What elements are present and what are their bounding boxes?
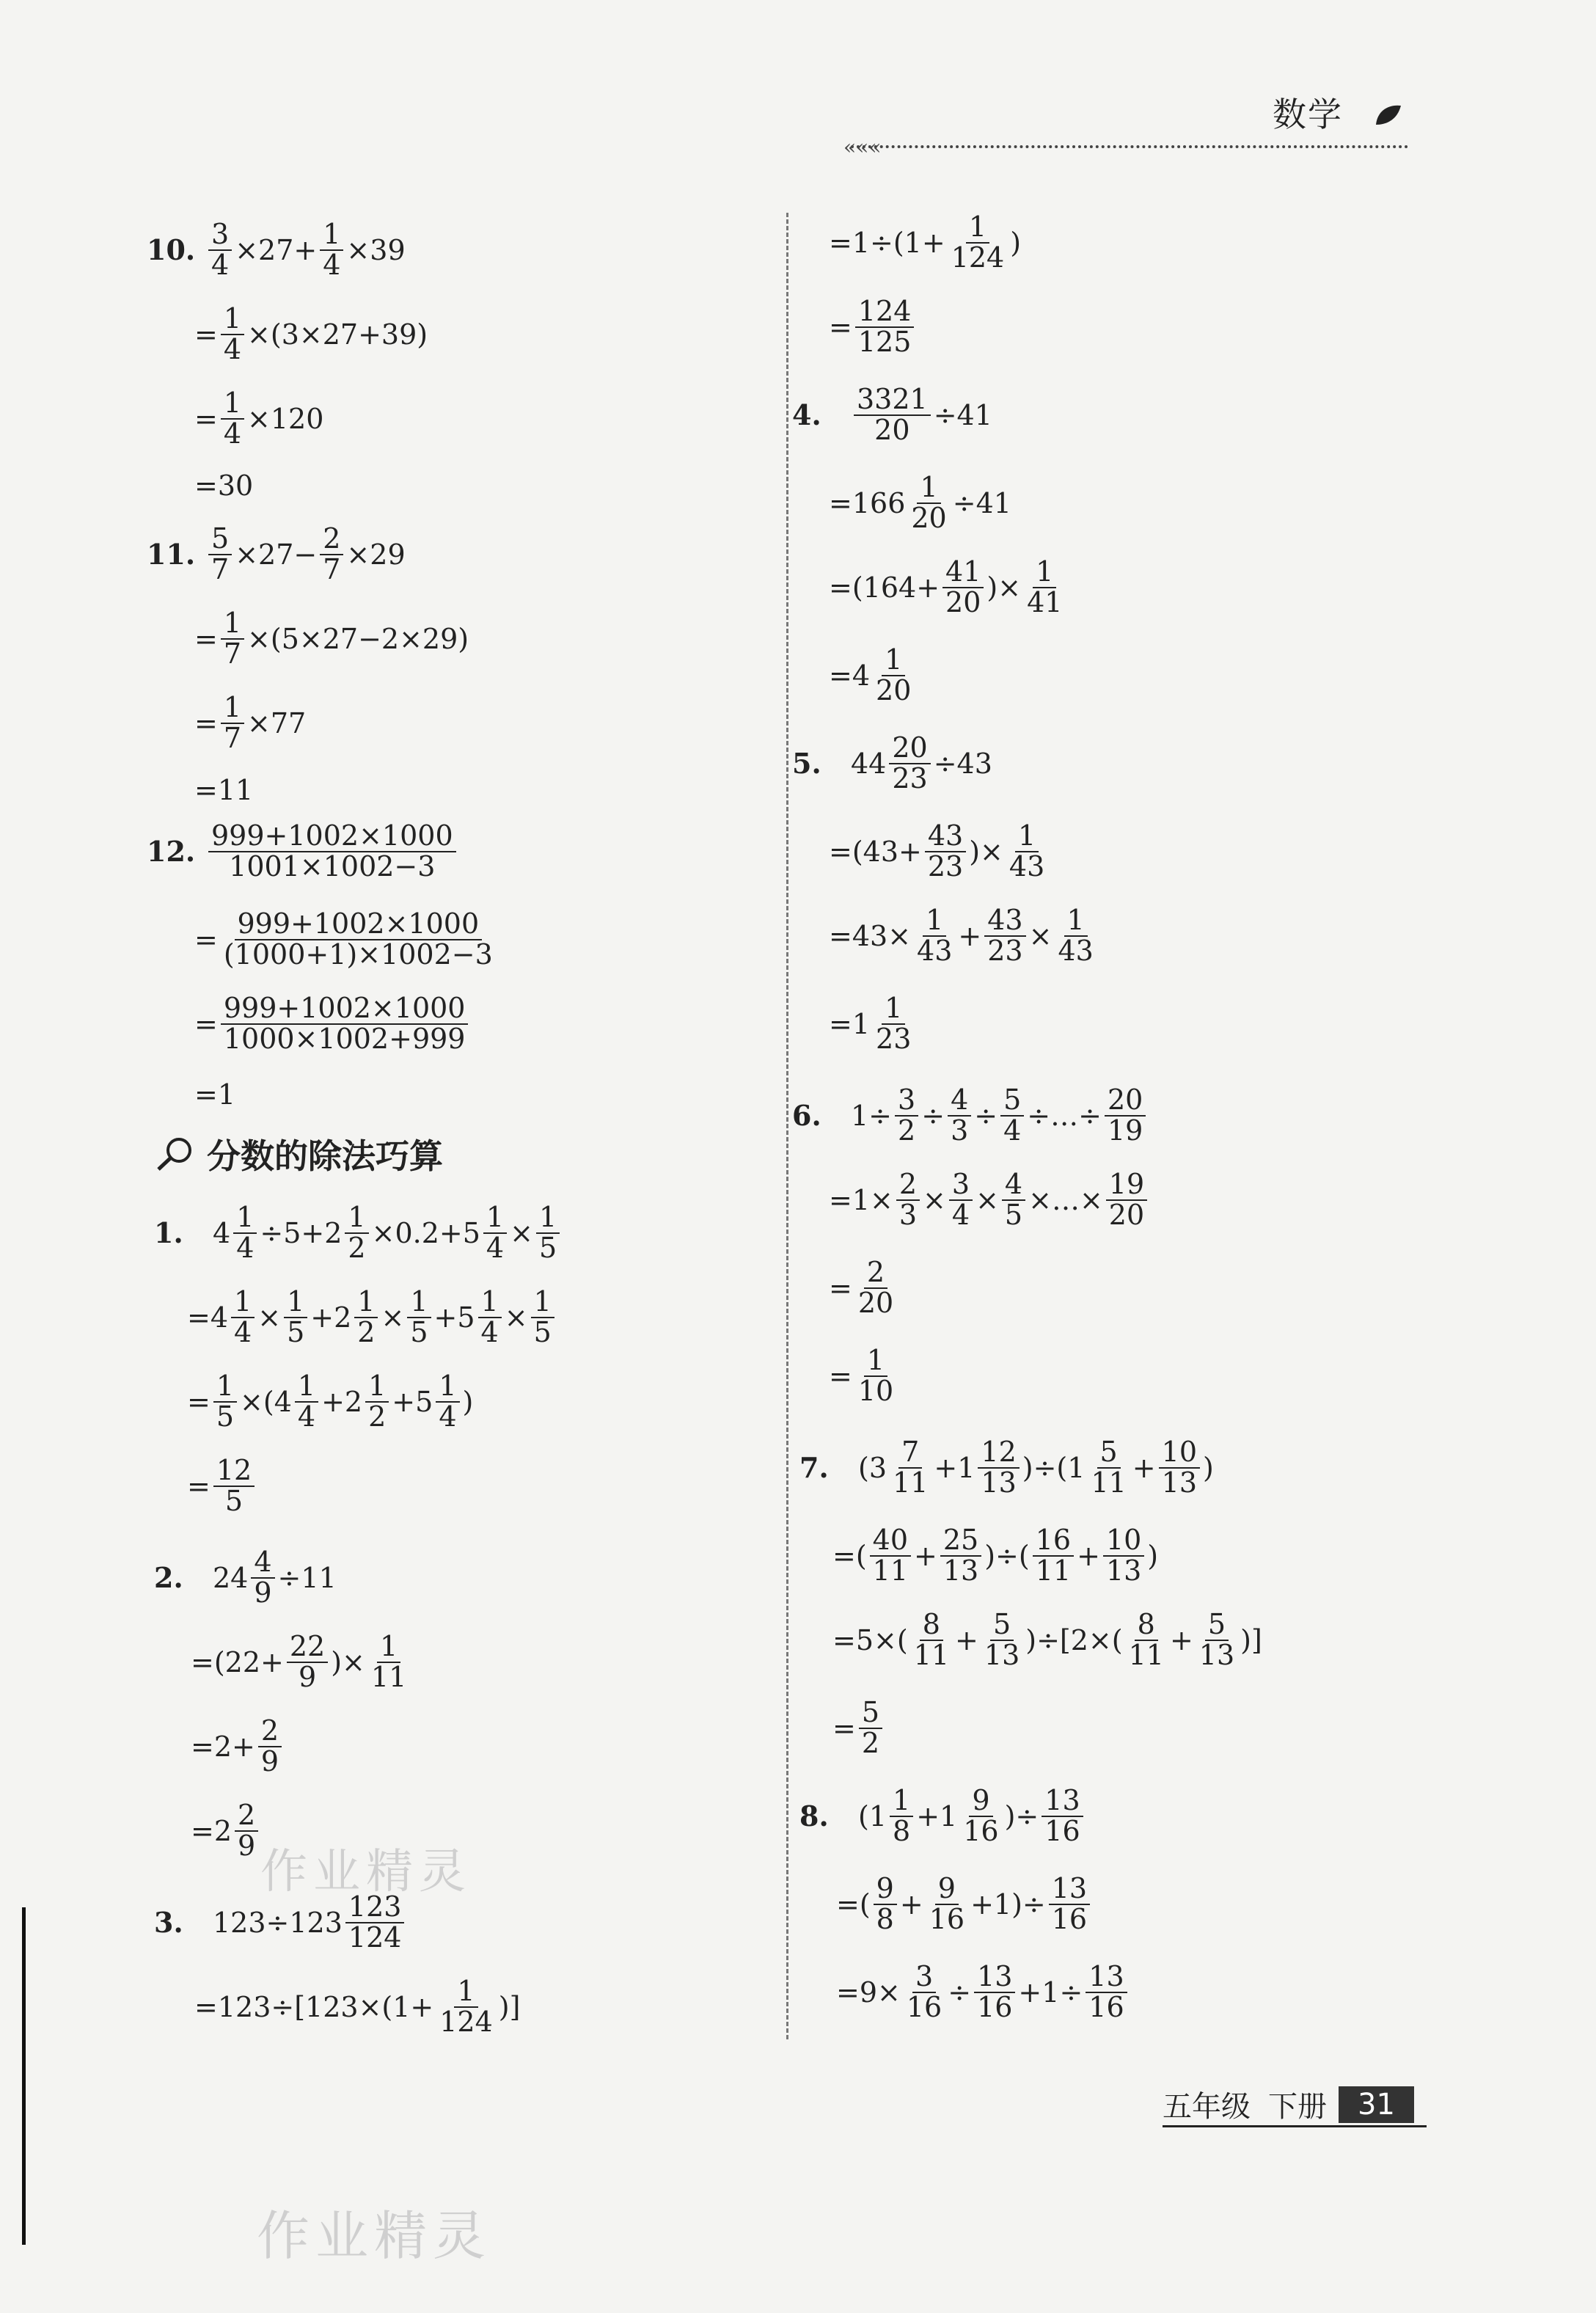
q1-line-2: =4 $\frac{1}{4}$ × $\frac{1}{5}$ +2 $\frac{1}{2}$ × $\frac{1}{5}$ +5 $\frac{1}{4}$ × $\frac{1}{5}$ (187, 1287, 557, 1348)
page-edge-mark (22, 1907, 26, 2245)
q2-line-2: =(22+ $\frac{22}{9}$ )× $\frac{1}{11}$ (191, 1630, 407, 1693)
problem-number: 11. (147, 538, 196, 571)
q4-line-4: =4 $\frac{1}{20}$ (829, 643, 912, 706)
problem-10-line-4: =30 (194, 469, 254, 502)
q7-line-4: = $\frac{5}{2}$ (832, 1698, 885, 1758)
problem-10-line-1: 10. $\frac{3}{4}$ ×27+ $\frac{1}{4}$ ×39 (147, 218, 406, 281)
problem-12-line-2: = $\frac{999+1002\times 1000}{(1000+1)\times 1002-3}$ (194, 907, 493, 971)
q1-line-1: 1. 4 $\frac{1}{4}$ ÷5+2 $\frac{1}{2}$ ×0.2+5 $\frac{1}{4}$ × $\frac{1}{5}$ (154, 1203, 563, 1263)
q5-line-3: =43× $\frac{1}{43}$ + $\frac{43}{23}$ × $\frac{1}{43}$ (829, 904, 1094, 967)
q1-line-3: = $\frac{1}{5}$ ×(4 $\frac{1}{4}$ +2 $\frac{1}{2}$ +5 $\frac{1}{4}$ ) (187, 1370, 474, 1433)
footer-rule (1163, 2125, 1427, 2127)
q4-line-2: =166 $\frac{1}{20}$ ÷41 (829, 471, 1011, 534)
header-arrows-icon: ««« (843, 135, 882, 159)
problem-number: 1. (154, 1216, 183, 1250)
q3-line-3: =1÷(1+ $\frac{1}{124}$ ) (829, 211, 1022, 274)
q3-line-4: = $\frac{124}{125}$ (829, 297, 917, 357)
q8-line-2: =( $\frac{9}{8}$ + $\frac{9}{16}$ +1)÷ $\frac{13}{16}$ (836, 1874, 1093, 1934)
q3-line-2: =123÷[123×(1+ $\frac{1}{124}$ )] (194, 1975, 521, 2038)
problem-number: 4. (792, 398, 821, 432)
problem-11-line-2: = $\frac{1}{7}$ ×(5×27−2×29) (194, 607, 469, 670)
leaf-icon (1373, 103, 1402, 128)
q4-line-1: 4. $\frac{3321}{20}$ ÷41 (792, 383, 992, 446)
q2-line-1: 2. 24 $\frac{4}{9}$ ÷11 (154, 1546, 337, 1609)
q2-line-3: =2+ $\frac{2}{9}$ (191, 1717, 285, 1777)
problem-number: 6. (792, 1099, 821, 1133)
q1-line-4: = $\frac{12}{5}$ (187, 1456, 257, 1516)
q6-line-1: 6. 1÷ $\frac{3}{2}$ ÷ $\frac{4}{3}$ ÷ $\frac{5}{4}$ ÷…÷ $\frac{20}{19}$ (792, 1086, 1149, 1146)
problem-12-line-3: = $\frac{999+1002\times 1000}{1000\times 1002+999}$ (194, 994, 471, 1054)
q7-line-1: 7. (3 $\frac{7}{11}$ +1 $\frac{12}{13}$ )÷(1 $\frac{5}{11}$ + $\frac{10}{13}$ ) (799, 1436, 1214, 1499)
q5-line-2: =(43+ $\frac{43}{23}$ )× $\frac{1}{43}$ (829, 819, 1045, 883)
problem-10-line-3: = $\frac{1}{4}$ ×120 (194, 387, 324, 450)
problem-12-line-1: 12. $\frac{999+1002\times 1000}{1001\times 1002-3}$ (147, 822, 459, 882)
section-title: 分数的除法巧算 (154, 1130, 443, 1178)
problem-number: 10. (147, 233, 196, 267)
column-divider (786, 213, 788, 2039)
problem-12-line-4: =1 (194, 1078, 236, 1111)
problem-11-line-1: 11. $\frac{5}{7}$ ×27− $\frac{2}{7}$ ×29 (147, 522, 406, 585)
q3-line-1: 3. 123÷123 $\frac{123}{124}$ (154, 1893, 407, 1953)
magnifier-icon (154, 1136, 198, 1172)
problem-number: 5. (792, 747, 821, 781)
q6-line-4: = $\frac{1}{10}$ (829, 1344, 894, 1407)
problem-number: 8. (799, 1799, 829, 1833)
q2-line-4: =2 $\frac{2}{9}$ (191, 1801, 261, 1861)
page-number: 31 (1339, 2086, 1414, 2123)
q5-line-4: =1 $\frac{1}{23}$ (829, 992, 912, 1055)
q8-line-1: 8. (1 $\frac{1}{8}$ +1 $\frac{9}{16}$ )÷ $\frac{13}{16}$ (799, 1786, 1086, 1846)
problem-number: 2. (154, 1561, 183, 1595)
problem-number: 7. (799, 1451, 829, 1485)
q8-line-3: =9× $\frac{3}{16}$ ÷ $\frac{13}{16}$ +1÷ $\frac{13}{16}$ (836, 1962, 1130, 2022)
q7-line-2: =( $\frac{40}{11}$ + $\frac{25}{13}$ )÷( $\frac{16}{11}$ + $\frac{10}{13}$ ) (832, 1524, 1159, 1587)
problem-number: 12. (147, 835, 196, 869)
page-footer: 五年级 下册 31 (1163, 2083, 1414, 2125)
q6-line-3: = $\frac{2}{20}$ (829, 1256, 894, 1319)
watermark-faint: 作业精灵 (260, 1845, 472, 1899)
header-dotted-rule (851, 145, 1408, 148)
problem-number: 3. (154, 1906, 183, 1940)
problem-11-line-3: = $\frac{1}{7}$ ×77 (194, 691, 307, 754)
problem-10-line-2: = $\frac{1}{4}$ ×(3×27+39) (194, 302, 428, 365)
q4-line-3: =(164+ $\frac{41}{20}$ )× $\frac{1}{41}$ (829, 555, 1063, 618)
subject-header: 数学 (1273, 95, 1343, 134)
problem-11-line-4: =11 (194, 774, 254, 806)
q5-line-1: 5. 44 $\frac{20}{23}$ ÷43 (792, 731, 992, 794)
q7-line-3: =5×( $\frac{8}{11}$ + $\frac{5}{13}$ )÷[2×( $\frac{8}{11}$ + $\frac{5}{13}$ )] (832, 1608, 1262, 1671)
watermark: 作业精灵 (257, 2205, 492, 2267)
q6-line-2: =1× $\frac{2}{3}$ × $\frac{3}{4}$ × $\frac{4}{5}$ ×…× $\frac{19}{20}$ (829, 1170, 1150, 1230)
